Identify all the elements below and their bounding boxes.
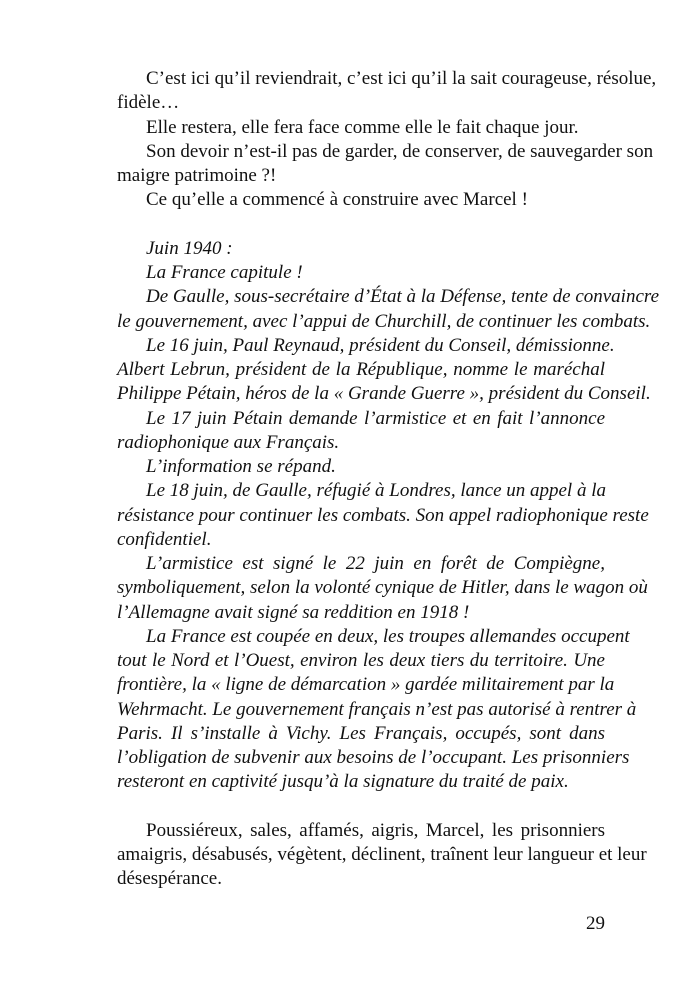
text-line: tout le Nord et l’Ouest, environ les deux tiers du territoire. Une: [117, 650, 605, 671]
text-line: Elle restera, elle fera face comme elle le fait chaque jour.: [146, 116, 579, 138]
text-line: l’obligation de subvenir aux besoins de l’occupant. Les prisonniers: [117, 747, 630, 768]
text-line: frontière, la « ligne de démarcation » gardée militairement par la: [117, 674, 615, 696]
text-line: De Gaulle, sous-secrétaire d’État à la Défense, tente de convaincre: [146, 286, 660, 308]
text-line: maigre patrimoine ?!: [117, 165, 277, 186]
text-line: radiophonique aux Français.: [117, 431, 340, 453]
paragraph: [117, 261, 605, 285]
text-line: amaigris, désabusés, végètent, déclinent, traînent leur langueur et leur: [117, 844, 647, 865]
paragraph: [117, 455, 605, 479]
section-gap: [117, 795, 605, 819]
page-body: [117, 67, 660, 892]
text-line: C’est ici qu’il reviendrait, c’est ici qu’il la sait courageuse, résolue,: [146, 68, 657, 89]
text-line: Wehrmacht. Le gouvernement français n’est pas autorisé à rentrer à: [117, 698, 637, 720]
page-number: 29: [586, 913, 605, 934]
text-line: Poussiéreux, sales, affamés, aigris, Marcel, les prisonniers: [146, 819, 605, 841]
paragraph: [117, 285, 660, 334]
section-gap: [117, 213, 605, 237]
section-prisoners: [117, 819, 647, 892]
paragraph: [117, 552, 648, 625]
text-line: L’information se répand.: [146, 456, 336, 477]
text-line: Philippe Pétain, héros de la « Grande Guerre », président du Conseil.: [117, 383, 651, 405]
paragraph: [117, 116, 605, 140]
text-line: Paris. Il s’installe à Vichy. Les Français, occupés, sont dans: [117, 722, 605, 744]
paragraph: [117, 819, 647, 892]
text-line: resteront en captivité jusqu’à la signature du traité de paix.: [117, 771, 569, 793]
paragraph: [117, 625, 637, 795]
paragraph: [117, 237, 605, 261]
text-line: Le 17 juin Pétain demande l’armistice et en fait l’annonce: [146, 407, 605, 429]
text-line: La France capitule !: [146, 262, 303, 283]
paragraph: [117, 188, 605, 212]
section-narrative: [117, 67, 657, 213]
text-line: La France est coupée en deux, les troupes allemandes occupent: [146, 625, 630, 647]
text-line: symboliquement, selon la volonté cynique de Hitler, dans le wagon où: [117, 577, 648, 599]
text-line: confidentiel.: [117, 528, 212, 550]
text-line: L’armistice est signé le 22 juin en forêt de Compiègne,: [146, 553, 605, 574]
text-line: résistance pour continuer les combats. Son appel radiophonique reste: [117, 504, 649, 526]
paragraph: [117, 407, 605, 456]
text-line: Son devoir n’est-il pas de garder, de conserver, de sauvegarder son: [146, 140, 654, 162]
text-line: l’Allemagne avait signé sa reddition en 1918 !: [117, 601, 470, 623]
text-line: désespérance.: [117, 868, 222, 890]
text-line: Le 16 juin, Paul Reynaud, président du Conseil, démissionne.: [146, 334, 615, 356]
text-line: Ce qu’elle a commencé à construire avec Marcel !: [146, 189, 528, 211]
paragraph: [117, 67, 657, 116]
text-line: fidèle…: [117, 92, 180, 114]
text-line: Juin 1940 :: [146, 237, 233, 259]
section-historical-italic: [117, 237, 660, 795]
text-line: Albert Lebrun, président de la République, nomme le maréchal: [117, 359, 605, 380]
text-line: le gouvernement, avec l’appui de Churchill, de continuer les combats.: [117, 310, 651, 332]
paragraph: [117, 140, 654, 189]
paragraph: [117, 334, 651, 407]
text-line: Le 18 juin, de Gaulle, réfugié à Londres, lance un appel à la: [146, 480, 606, 502]
paragraph: [117, 479, 649, 552]
